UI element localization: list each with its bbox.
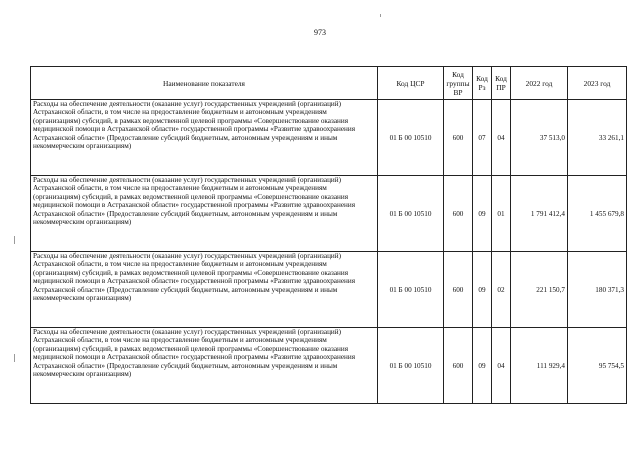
header-row xyxy=(31,67,627,100)
row-csr: 01 Б 00 10510 xyxy=(378,328,444,404)
column-header-csr: Код ЦСР xyxy=(378,67,444,100)
row-rz: 09 xyxy=(473,328,492,404)
column-header-2023: 2023 год xyxy=(568,67,627,100)
row-pr: 01 xyxy=(492,176,511,252)
page-number: 973 xyxy=(314,28,326,37)
table-row xyxy=(31,328,627,404)
row-rz: 09 xyxy=(473,252,492,328)
column-header-pr: Код ПР xyxy=(492,67,511,100)
table-row xyxy=(31,176,627,252)
row-rz: 07 xyxy=(473,100,492,176)
row-vr: 600 xyxy=(444,328,473,404)
table-row xyxy=(31,100,627,176)
row-2022: 221 150,7 xyxy=(511,252,568,328)
row-name: Расходы на обеспечение деятельности (оказание услуг) государственных учреждений (организаций) Астраханской области, в том числе на предоставление бюджетным и автономным учреждениям (организациям) субсидий, в рамках ведомственной целевой программы «Совершенствование оказания медицинской помощи в Астраханской области» государственной программы «Развитие здравоохранения Астраханской области» (Предоставление субсидий бюджетным, автономным учреждениям и иным некоммерческим организациям) xyxy=(31,328,378,404)
table-row xyxy=(31,252,627,328)
row-pr: 04 xyxy=(492,100,511,176)
column-header-name: Наименование показателя xyxy=(31,67,378,100)
row-vr: 600 xyxy=(444,176,473,252)
row-csr: 01 Б 00 10510 xyxy=(378,252,444,328)
column-header-rz: Код Рз xyxy=(473,67,492,100)
column-header-2022: 2022 год xyxy=(511,67,568,100)
row-2023: 95 754,5 xyxy=(568,328,627,404)
row-name: Расходы на обеспечение деятельности (оказание услуг) государственных учреждений (организаций) Астраханской области, в том числе на предоставление бюджетным и автономным учреждениям (организациям) субсидий, в рамках ведомственной целевой программы «Совершенствование оказания медицинской помощи в Астраханской области» государственной программы «Развитие здравоохранения Астраханской области» (Предоставление субсидий бюджетным, автономным учреждениям и иным некоммерческим организациям) xyxy=(31,252,378,328)
scan-mark xyxy=(14,354,15,362)
budget-table xyxy=(30,66,627,404)
row-csr: 01 Б 00 10510 xyxy=(378,176,444,252)
row-rz: 09 xyxy=(473,176,492,252)
scan-mark xyxy=(380,14,381,17)
row-pr: 02 xyxy=(492,252,511,328)
row-2023: 1 455 679,8 xyxy=(568,176,627,252)
row-name: Расходы на обеспечение деятельности (оказание услуг) государственных учреждений (организаций) Астраханской области, в том числе на предоставление бюджетным и автономным учреждениям (организациям) субсидий, в рамках ведомственной целевой программы «Совершенствование оказания медицинской помощи в Астраханской области» государственной программы «Развитие здравоохранения Астраханской области» (Предоставление субсидий бюджетным, автономным учреждениям и иным некоммерческим организациям) xyxy=(31,100,378,176)
row-2022: 1 791 412,4 xyxy=(511,176,568,252)
row-2023: 33 261,1 xyxy=(568,100,627,176)
row-pr: 04 xyxy=(492,328,511,404)
row-2022: 111 929,4 xyxy=(511,328,568,404)
column-header-vr: Код группы ВР xyxy=(444,67,473,100)
row-csr: 01 Б 00 10510 xyxy=(378,100,444,176)
row-vr: 600 xyxy=(444,100,473,176)
row-vr: 600 xyxy=(444,252,473,328)
row-2022: 37 513,0 xyxy=(511,100,568,176)
scan-mark xyxy=(14,236,15,244)
row-name: Расходы на обеспечение деятельности (оказание услуг) государственных учреждений (организаций) Астраханской области, в том числе на предоставление бюджетным и автономным учреждениям (организациям) субсидий, в рамках ведомственной целевой программы «Совершенствование оказания медицинской помощи в Астраханской области» государственной программы «Развитие здравоохранения Астраханской области» (Предоставление субсидий бюджетным, автономным учреждениям и иным некоммерческим организациям) xyxy=(31,176,378,252)
row-2023: 180 371,3 xyxy=(568,252,627,328)
